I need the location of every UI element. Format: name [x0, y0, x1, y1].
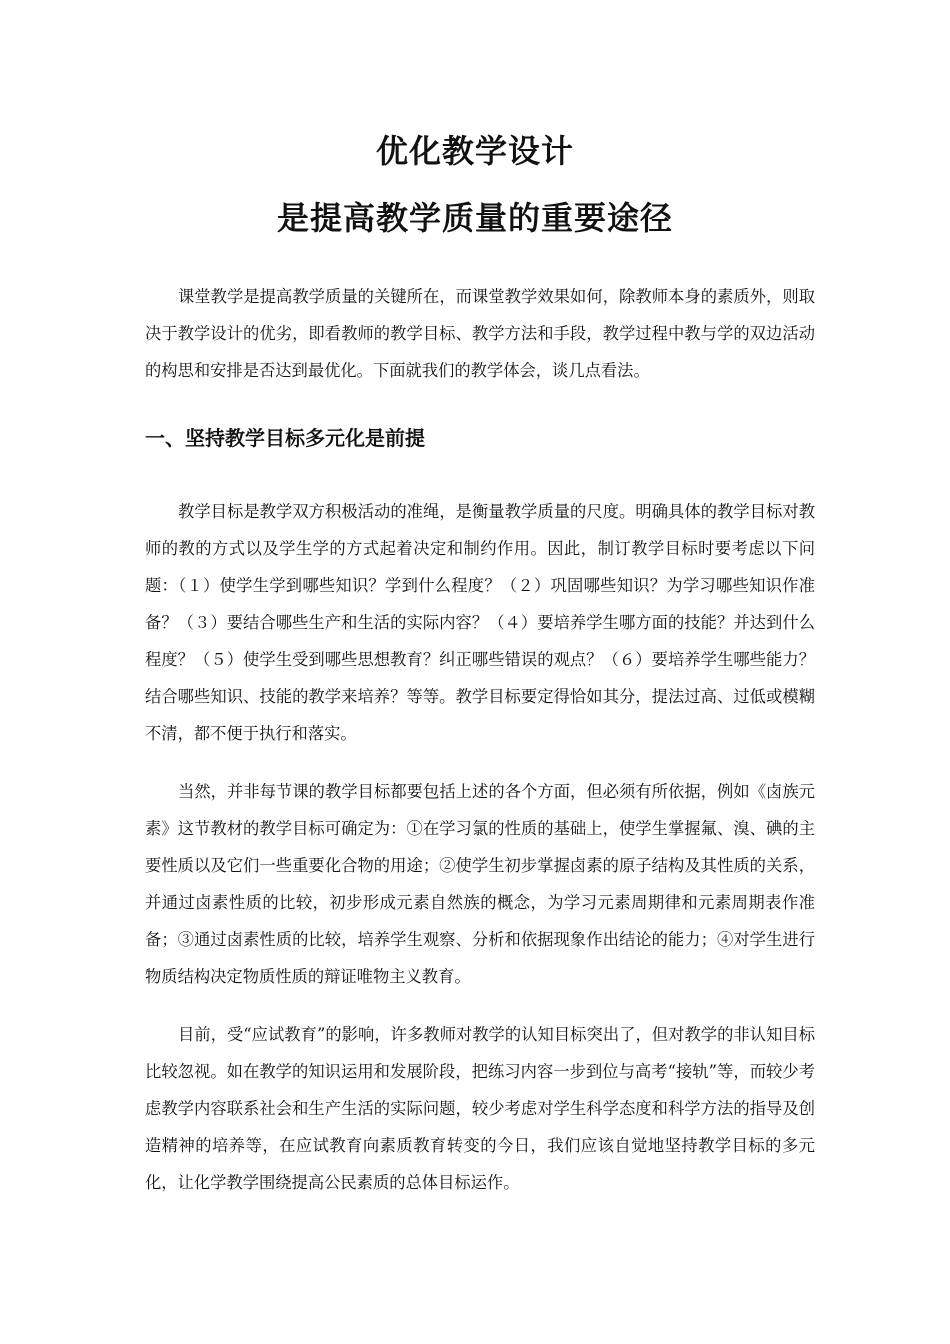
document-title-line1: 优化教学设计: [375, 132, 574, 170]
section-heading: 一、坚持教学目标多元化是前提: [145, 426, 425, 450]
intro-paragraph: 课堂教学是提高教学质量的关键所在，而课堂教学效果如何，除教师本身的素质外，则取决于教学设计的优劣，即看教师的教学目标、教学方法和手段，教学过程中教与学的双边活动的构思和安排是否达到最优化。下面就我们的教学体会，谈几点看法。: [145, 287, 815, 380]
body-paragraph: 目前，受“应试教育”的影响，许多教师对教学的认知目标突出了，但对教学的非认知目标比较忽视。如在教学的知识运用和发展阶段，把练习内容一步到位与高考“接轨”等，而较少考虑教学内容联系社会和生产生活的实际问题，较少考虑对学生科学态度和科学方法的指导及创造精神的培养等，在应试教育向素质教育转变的今日，我们应该自觉地坚持教学目标的多元化，让化学教学围绕提高公民素质的总体目标运作。: [145, 1025, 815, 1192]
document-title-line2: 是提高教学质量的重要途径: [276, 199, 673, 237]
body-paragraph: 教学目标是教学双方积极活动的准绳，是衡量教学质量的尺度。明确具体的教学目标对教师的教的方式以及学生学的方式起着决定和制约作用。因此，制订教学目标时要考虑以下问题：（１）使学生学到哪些知识？学到什么程度？（２）巩固哪些知识？为学习哪些知识作准备？（３）要结合哪些生产和生活的实际内容？（４）要培养学生哪方面的技能？并达到什么程度？（５）使学生受到哪些思想教育？纠正哪些错误的观点？（６）要培养学生哪些能力？结合哪些知识、技能的教学来培养？等等。教学目标要定得恰如其分，提法过高、过低或模糊不清，都不便于执行和落实。: [145, 502, 815, 743]
body-paragraph: 当然，并非每节课的教学目标都要包括上述的各个方面，但必须有所依据，例如《卤族元素》这节教材的教学目标可确定为：①在学习氯的性质的基础上，使学生掌握氟、溴、碘的主要性质以及它们一些重要化合物的用途；②使学生初步掌握卤素的原子结构及其性质的关系，并通过卤素性质的比较，初步形成元素自然族的概念，为学习元素周期律和元素周期表作准备；③通过卤素性质的比较，培养学生观察、分析和依据现象作出结论的能力；④对学生进行物质结构决定物质性质的辩证唯物主义教育。: [145, 782, 815, 986]
